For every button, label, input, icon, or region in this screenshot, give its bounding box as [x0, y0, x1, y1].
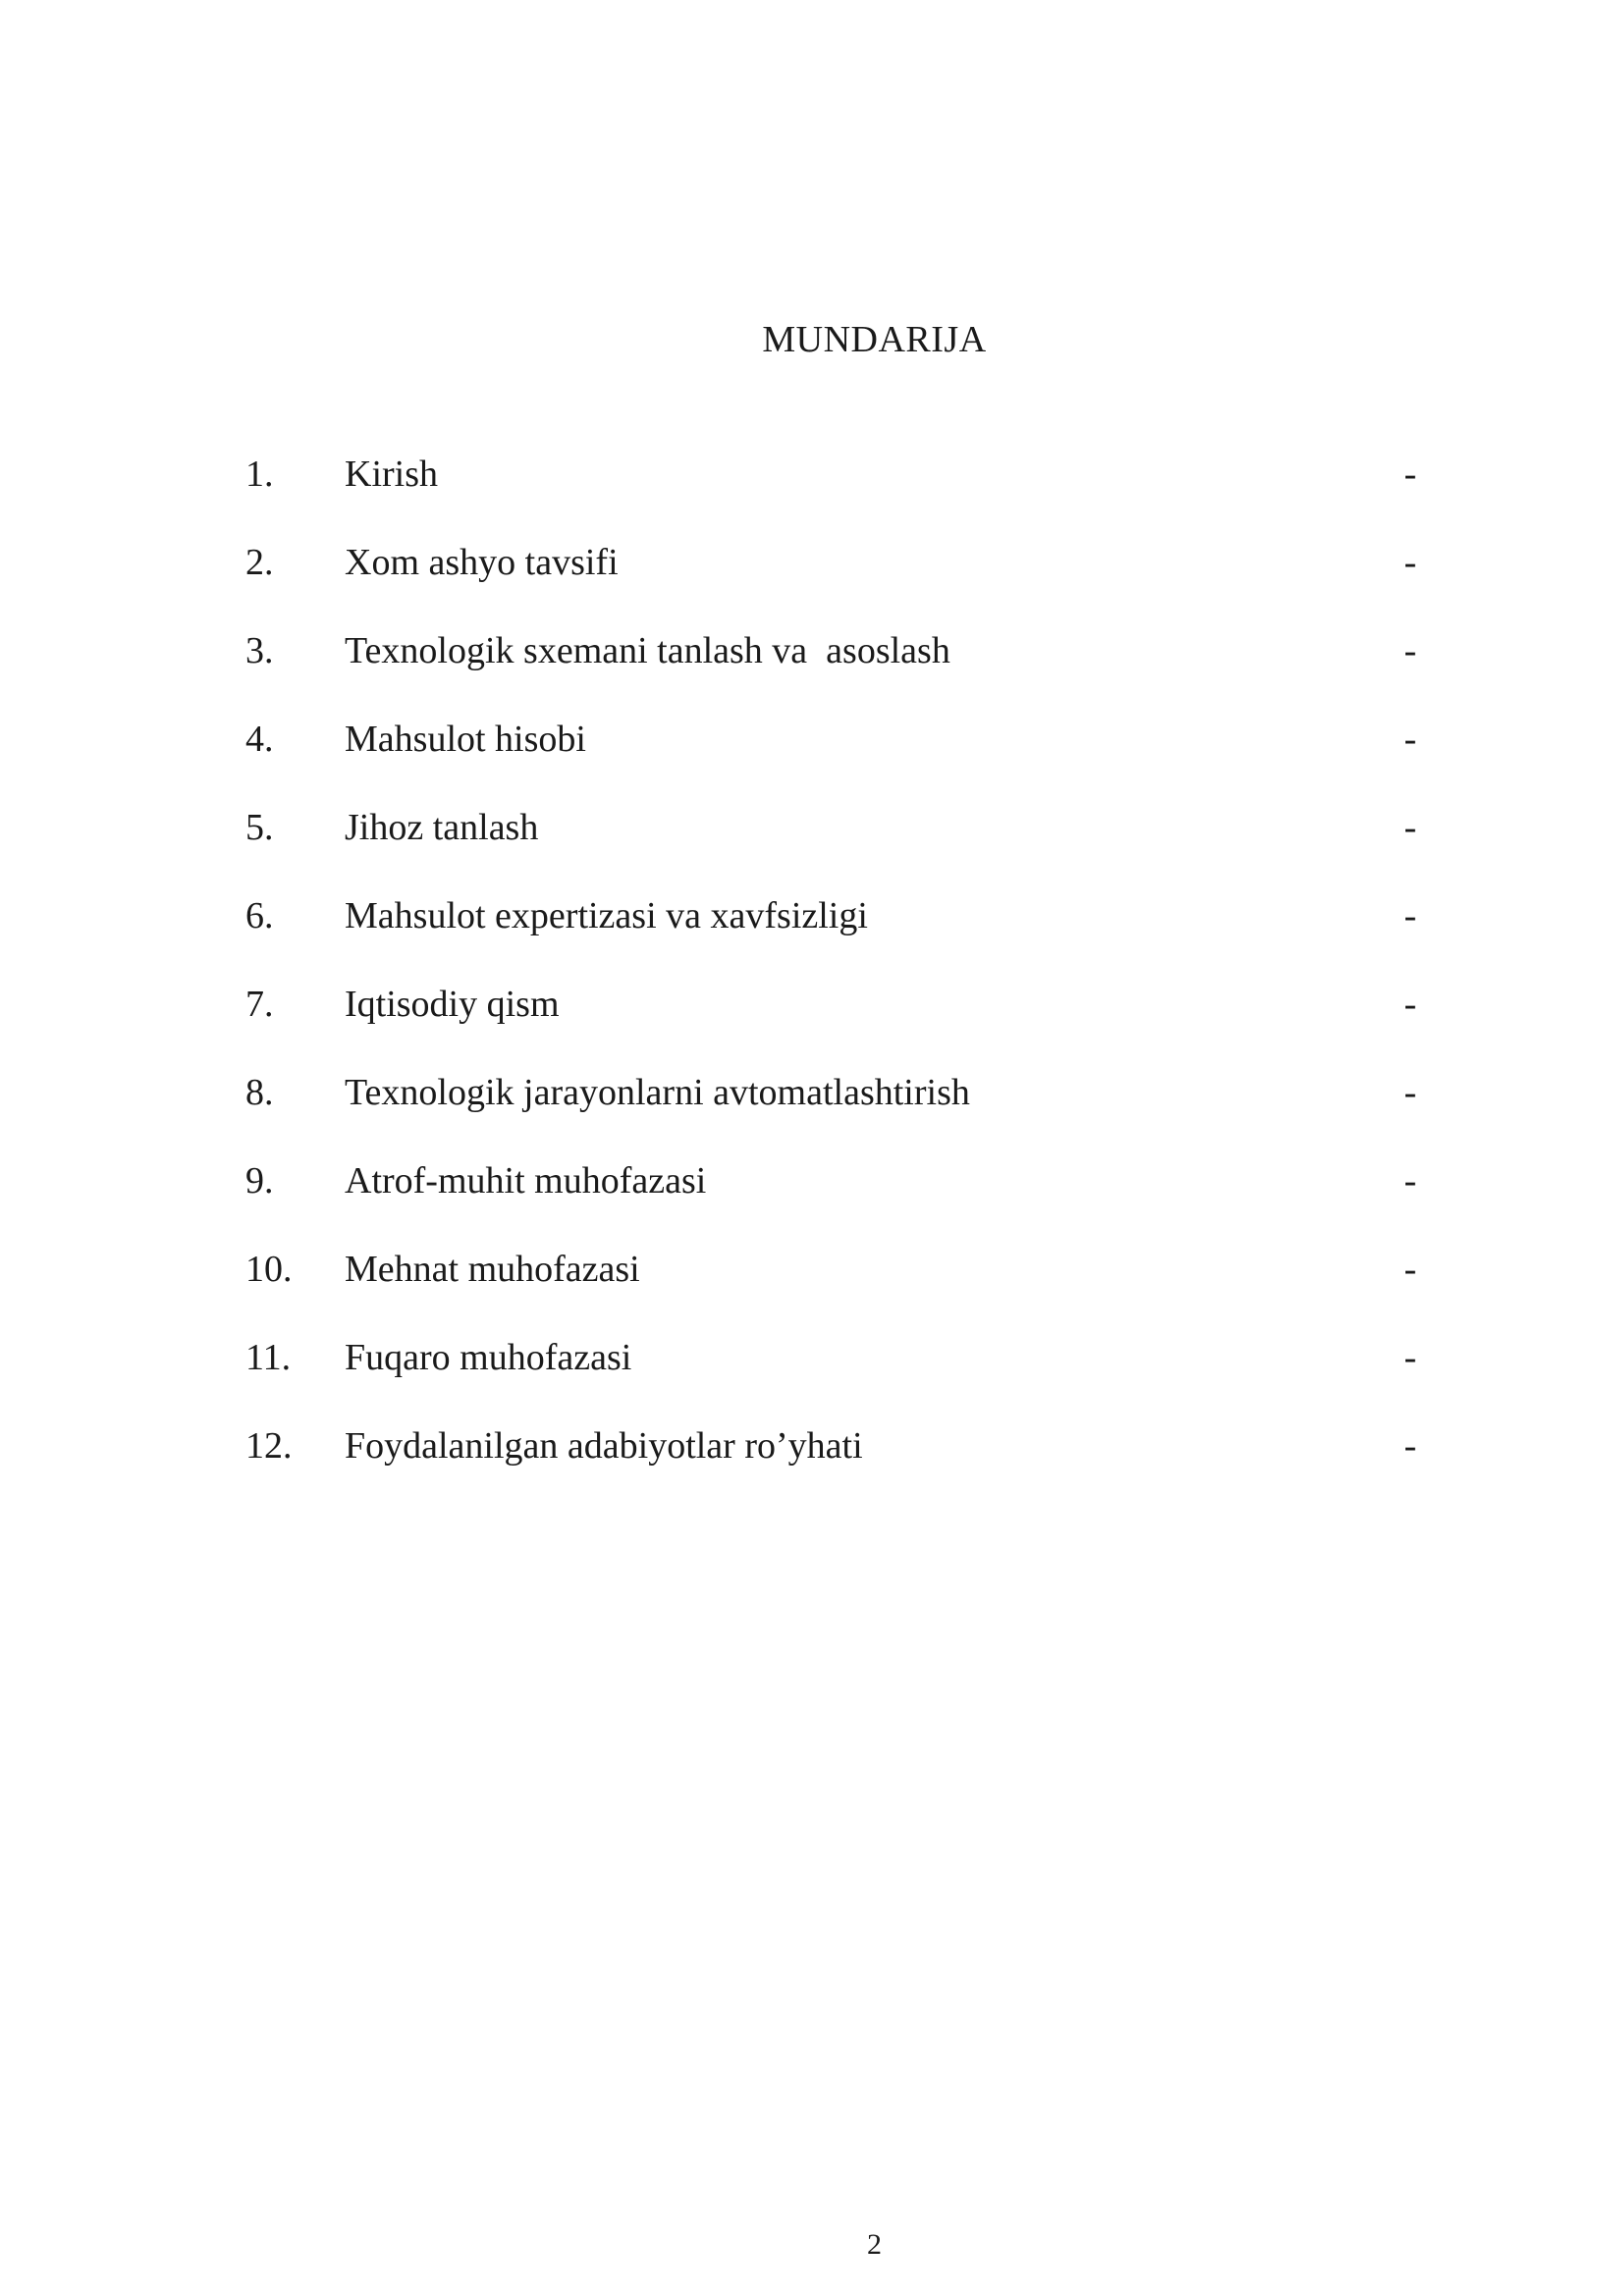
- toc-entry-number: 9.: [245, 1160, 274, 1201]
- toc-entry-title: Mahsulot hisobi: [345, 719, 586, 760]
- toc-entry-title: Mahsulot expertizasi va xavfsizligi: [345, 895, 868, 936]
- toc-entry: [245, 1423, 1424, 1512]
- toc-entry-number: 2.: [245, 542, 274, 583]
- toc-entry: [245, 717, 1424, 805]
- toc-entry-number: 1.: [245, 454, 274, 495]
- toc-entry-title: Fuqaro muhofazasi: [345, 1337, 632, 1378]
- toc-entry-page: -: [1404, 1249, 1417, 1290]
- toc-entry: [245, 628, 1424, 717]
- toc-entry: [245, 805, 1424, 893]
- toc-entry-page: -: [1404, 454, 1417, 495]
- toc-entry: [245, 1158, 1424, 1247]
- toc-entry-number: 5.: [245, 807, 274, 848]
- toc-entry-title: Atrof-muhit muhofazasi: [345, 1160, 707, 1201]
- toc-entry-number: 6.: [245, 895, 274, 936]
- toc-entry: [245, 452, 1424, 540]
- toc-entry-page: -: [1404, 895, 1417, 936]
- table-of-contents: [245, 452, 1424, 1512]
- toc-entry-page: -: [1404, 542, 1417, 583]
- toc-entry-title: Iqtisodiy qism: [345, 984, 560, 1025]
- toc-entry-page: -: [1404, 807, 1417, 848]
- toc-entry-page: -: [1404, 719, 1417, 760]
- toc-entry: [245, 540, 1424, 628]
- toc-entry: [245, 1247, 1424, 1335]
- toc-entry-page: -: [1404, 1337, 1417, 1378]
- toc-entry-title: Texnologik jarayonlarni avtomatlashtirish: [345, 1072, 970, 1113]
- toc-entry: [245, 893, 1424, 982]
- toc-entry-page: -: [1404, 1160, 1417, 1201]
- toc-entry-number: 8.: [245, 1072, 274, 1113]
- page-number: 2: [867, 2228, 882, 2261]
- toc-entry-page: -: [1404, 984, 1417, 1025]
- toc-entry-page: -: [1404, 1072, 1417, 1113]
- toc-entry: [245, 1070, 1424, 1158]
- toc-entry-number: 4.: [245, 719, 274, 760]
- toc-entry-title: Texnologik sxemani tanlash va asoslash: [345, 630, 950, 671]
- toc-entry-title: Foydalanilgan adabiyotlar ro’yhati: [345, 1425, 863, 1467]
- page-title: MUNDARIJA: [762, 319, 987, 360]
- toc-entry-title: Kirish: [345, 454, 438, 495]
- toc-entry-number: 10.: [245, 1249, 293, 1290]
- toc-entry-page: -: [1404, 630, 1417, 671]
- toc-entry-title: Xom ashyo tavsifi: [345, 542, 619, 583]
- toc-entry-number: 11.: [245, 1337, 292, 1378]
- toc-entry: [245, 982, 1424, 1070]
- toc-entry-title: Jihoz tanlash: [345, 807, 539, 848]
- toc-entry-number: 12.: [245, 1425, 293, 1467]
- toc-entry-page: -: [1404, 1425, 1417, 1467]
- toc-entry-title: Mehnat muhofazasi: [345, 1249, 640, 1290]
- toc-entry-number: 3.: [245, 630, 274, 671]
- toc-entry-number: 7.: [245, 984, 274, 1025]
- toc-entry: [245, 1335, 1424, 1423]
